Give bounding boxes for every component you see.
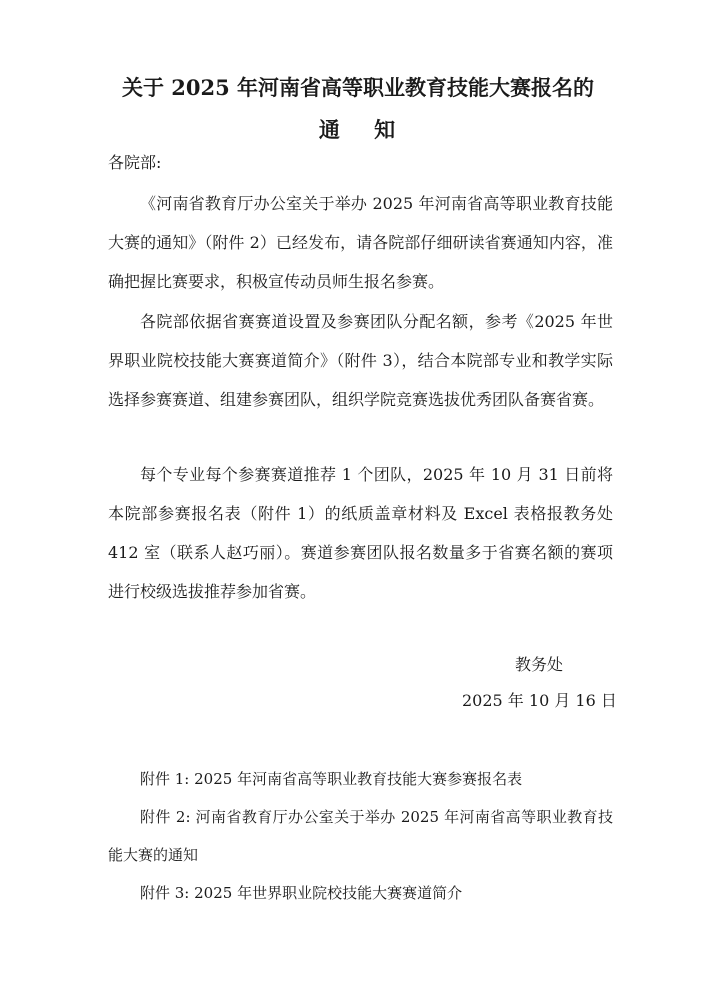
attachment-3: 附件 3: 2025 年世界职业院校技能大赛赛道简介: [140, 884, 463, 902]
salutation: 各院部:: [108, 153, 162, 172]
attachment-2: 附件 2: 河南省教育厅办公室关于举办 2025 年河南省高等职业教育技能大赛的通知: [108, 808, 613, 864]
paragraph-selection: 各院部依据省赛赛道设置及参赛团队分配名额，参考《2025 年世界职业院校技能大赛赛道简介》（附件 3），结合本院部专业和教学实际选择参赛赛道、组建参赛团队，组织学院竞赛选拔优秀团队备赛省赛。: [108, 312, 613, 409]
paragraph-submission: 每个专业每个参赛赛道推荐 1 个团队，2025 年 10 月 31 日前将本院部参赛报名表（附件 1）的纸质盖章材料及 Excel 表格报教务处 412 室（联系人赵巧丽）。赛道参赛团队报名数量多于省赛名额的赛项进行校级选拔推荐参加省赛。: [108, 465, 613, 601]
document-title: 关于 2025 年河南省高等职业教育技能大赛报名的: [121, 75, 595, 100]
document-title-notice: 通 知: [318, 117, 398, 142]
issue-date: 2025 年 10 月 16 日: [462, 691, 617, 710]
signer: 教务处: [515, 655, 564, 674]
paragraph-publication: 《河南省教育厅办公室关于举办 2025 年河南省高等职业教育技能大赛的通知》（附件 2）已经发布，请各院部仔细研读省赛通知内容，准确把握比赛要求，积极宣传动员师生报名参赛。: [108, 194, 613, 291]
attachment-1: 附件 1: 2025 年河南省高等职业教育技能大赛参赛报名表: [140, 770, 523, 788]
